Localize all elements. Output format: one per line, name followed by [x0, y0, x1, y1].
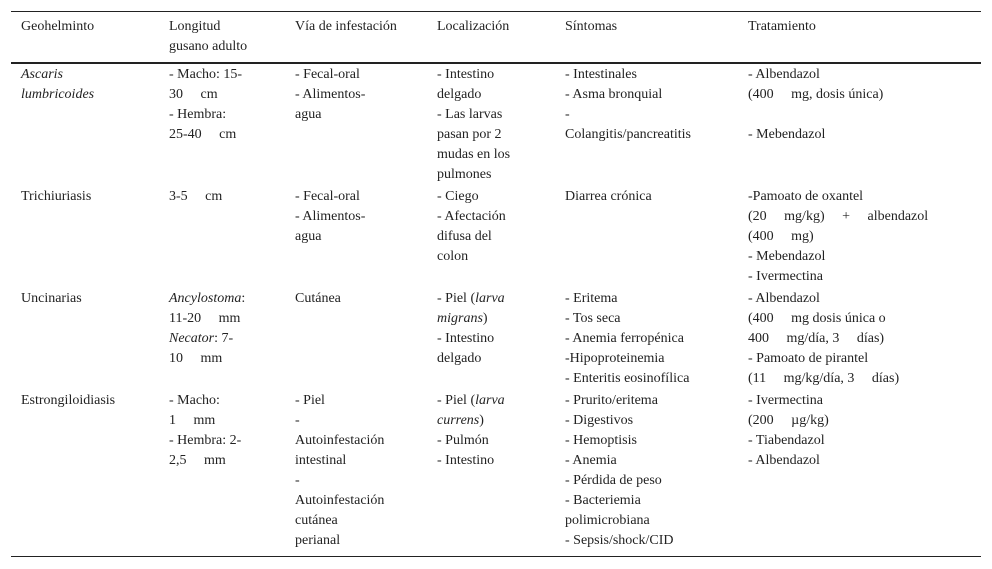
row-estrongiloidiasis-sintomas: - Prurito/eritema - Digestivos - Hemoptisis - Anemia - Pérdida de peso - Bacteriemia polimicrobiana - Sepsis/shock/CID	[565, 393, 674, 548]
row-uncinarias-name: Uncinarias	[21, 291, 82, 306]
row-ascaris-longitud: - Macho: 15- 30 cm - Hembra: 25-40 cm	[169, 67, 243, 142]
row-ascaris-localizacion: - Intestino delgado - Las larvas pasan por 2 mudas en los pulmones	[437, 67, 511, 182]
row-estrongiloidiasis-via: - Piel - Autoinfestación intestinal - Autoinfestación cutánea perianal	[295, 393, 385, 548]
row-trichiuriasis-via: - Fecal-oral - Alimentos- agua	[295, 189, 366, 244]
row-estrongiloidiasis-longitud: - Macho: 1 mm - Hembra: 2- 2,5 mm	[169, 393, 242, 468]
row-ascaris-name: Ascaris lumbricoides	[21, 67, 95, 102]
row-uncinarias-tratamiento: - Albendazol (400 mg dosis única o 400 mg/día, 3 días) - Pamoato de pirantel (11 mg/kg/día, 3 días)	[748, 291, 900, 386]
header-geohelminto: Geohelminto	[21, 19, 95, 34]
row-uncinarias-longitud: Ancylostoma: 11-20 mm Necator: 7- 10 mm	[169, 291, 246, 366]
row-uncinarias-localizacion: - Piel (larva migrans) - Intestino delgado	[437, 291, 505, 366]
row-uncinarias-via: Cutánea	[295, 291, 341, 306]
row-ascaris-via: - Fecal-oral - Alimentos- agua	[295, 67, 366, 122]
header-localizacion: Localización	[437, 19, 510, 34]
row-estrongiloidiasis-name: Estrongiloidiasis	[21, 393, 116, 408]
row-trichiuriasis-longitud: 3-5 cm	[169, 189, 223, 204]
header-sintomas: Síntomas	[565, 19, 618, 34]
row-trichiuriasis-tratamiento: -Pamoato de oxantel (20 mg/kg) + albendazol (400 mg) - Mebendazol - Ivermectina	[748, 189, 929, 284]
header-via: Vía de infestación	[295, 19, 397, 34]
header-tratamiento: Tratamiento	[748, 19, 816, 34]
row-trichiuriasis-sintomas: Diarrea crónica	[565, 189, 652, 204]
top-rule	[11, 11, 981, 12]
row-trichiuriasis-localizacion: - Ciego - Afectación difusa del colon	[437, 189, 506, 264]
header-longitud: Longitud gusano adulto	[169, 19, 248, 54]
row-ascaris-tratamiento: - Albendazol (400 mg, dosis única) - Mebendazol	[748, 67, 884, 142]
bottom-rule	[11, 556, 981, 557]
header-rule	[11, 62, 981, 64]
row-estrongiloidiasis-tratamiento: - Ivermectina (200 µg/kg) - Tiabendazol - Albendazol	[748, 393, 829, 468]
row-ascaris-sintomas: - Intestinales - Asma bronquial - Colangitis/pancreatitis	[565, 67, 691, 142]
row-estrongiloidiasis-localizacion: - Piel (larva currens) - Pulmón - Intestino	[437, 393, 505, 468]
row-uncinarias-sintomas: - Eritema - Tos seca - Anemia ferropénica -Hipoproteinemia - Enteritis eosinofílica	[565, 291, 690, 386]
row-trichiuriasis-name: Trichiuriasis	[21, 189, 92, 204]
